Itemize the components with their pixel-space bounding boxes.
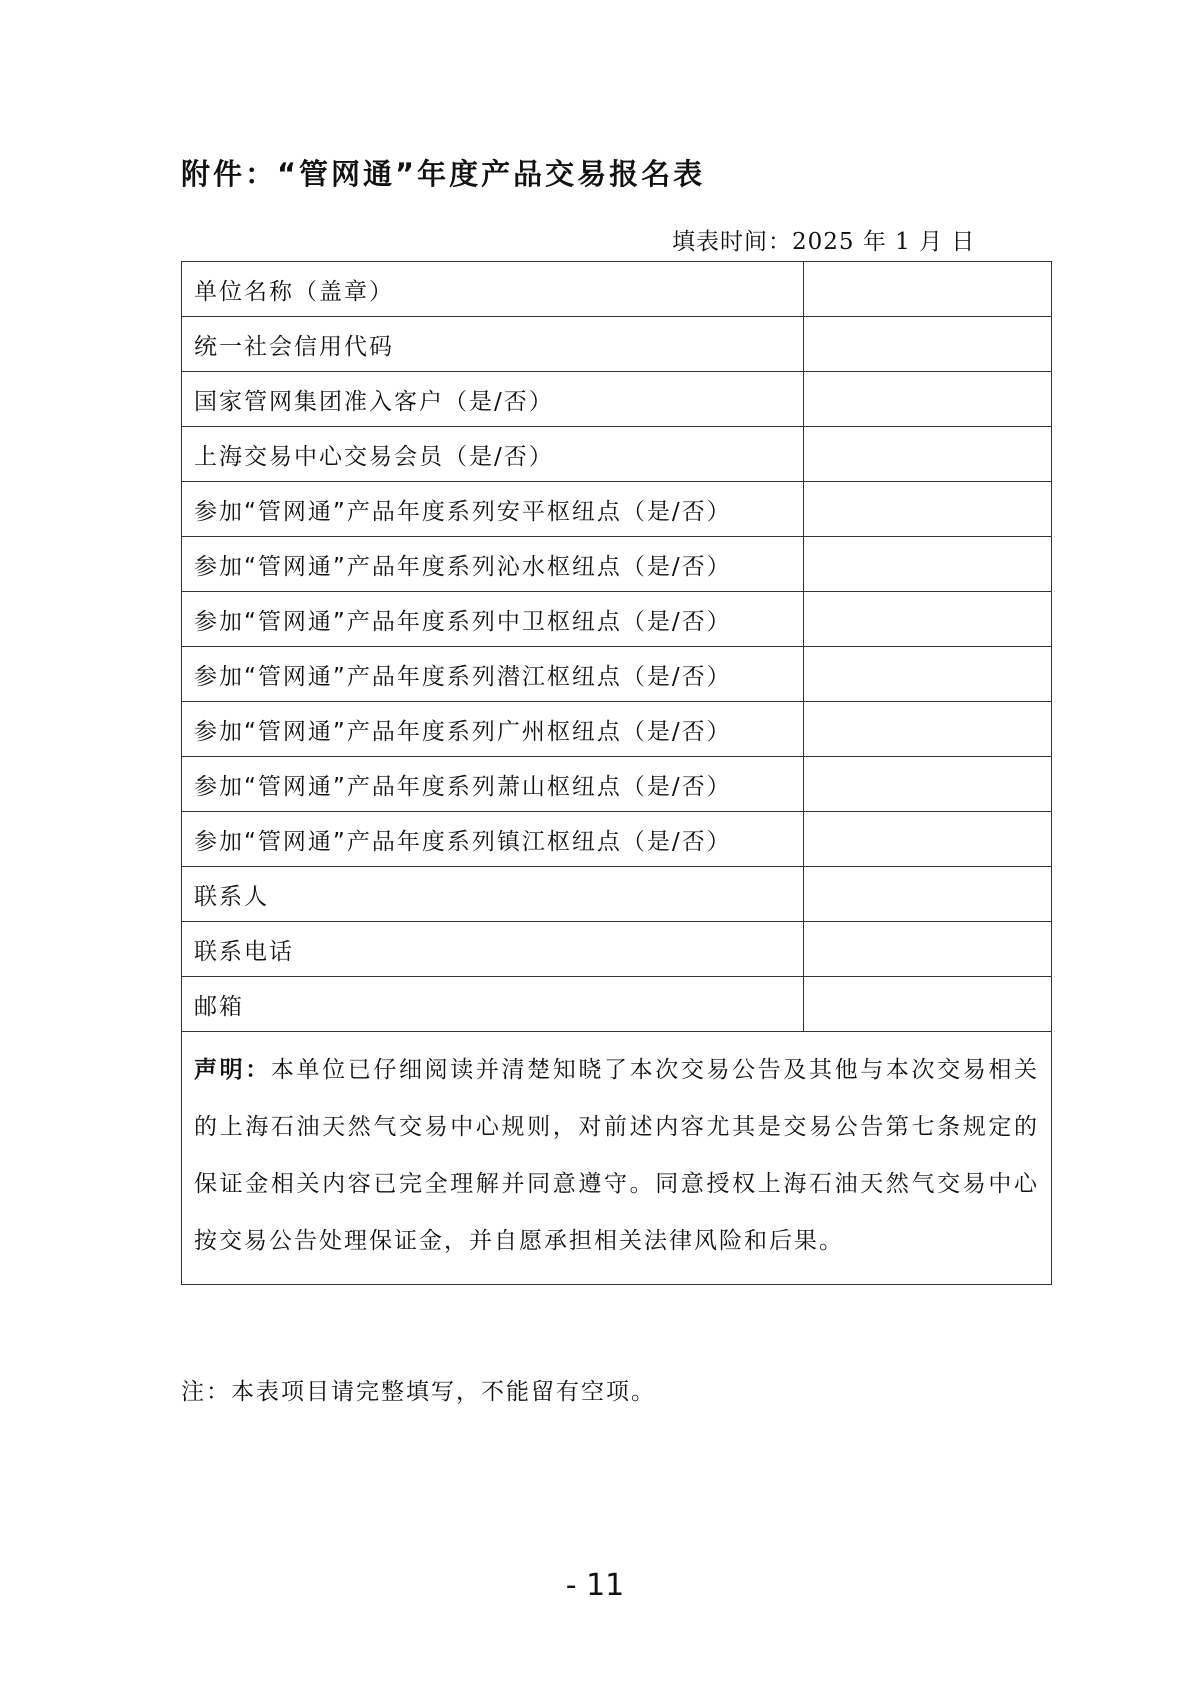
field-value[interactable] (804, 262, 1052, 317)
field-label: 联系人 (182, 867, 804, 922)
table-row (182, 262, 1052, 317)
page-title: 附件：“管网通”年度产品交易报名表 (181, 157, 706, 191)
page-number: - 11 (565, 1568, 625, 1603)
table-row (182, 592, 1052, 647)
field-value[interactable] (804, 757, 1052, 812)
field-label: 参加“管网通”产品年度系列沁水枢纽点（是/否） (182, 537, 804, 592)
declaration-label: 声明： (194, 1057, 271, 1083)
table-row (182, 922, 1052, 977)
field-value[interactable] (804, 977, 1052, 1032)
fill-time: 填表时间：2025 年 1 月 日 (672, 229, 976, 255)
table-row (182, 812, 1052, 867)
field-label: 单位名称（盖章） (182, 262, 804, 317)
field-label: 参加“管网通”产品年度系列潜江枢纽点（是/否） (182, 647, 804, 702)
field-value[interactable] (804, 482, 1052, 537)
field-label: 邮箱 (182, 977, 804, 1032)
field-value[interactable] (804, 647, 1052, 702)
table-row (182, 537, 1052, 592)
field-label: 上海交易中心交易会员（是/否） (182, 427, 804, 482)
field-value[interactable] (804, 537, 1052, 592)
table-row (182, 317, 1052, 372)
registration-form-table (181, 261, 1052, 1285)
field-value[interactable] (804, 867, 1052, 922)
field-label: 参加“管网通”产品年度系列中卫枢纽点（是/否） (182, 592, 804, 647)
table-row (182, 977, 1052, 1032)
field-value[interactable] (804, 702, 1052, 757)
field-value[interactable] (804, 812, 1052, 867)
table-row (182, 482, 1052, 537)
field-label: 统一社会信用代码 (182, 317, 804, 372)
field-value[interactable] (804, 427, 1052, 482)
field-value[interactable] (804, 922, 1052, 977)
field-label: 参加“管网通”产品年度系列镇江枢纽点（是/否） (182, 812, 804, 867)
field-label: 参加“管网通”产品年度系列安平枢纽点（是/否） (182, 482, 804, 537)
field-label: 参加“管网通”产品年度系列萧山枢纽点（是/否） (182, 757, 804, 812)
table-row (182, 702, 1052, 757)
table-row (182, 372, 1052, 427)
declaration-row (182, 1032, 1052, 1285)
table-row (182, 427, 1052, 482)
footnote: 注：本表项目请完整填写，不能留有空项。 (181, 1379, 656, 1405)
field-label: 国家管网集团准入客户（是/否） (182, 372, 804, 427)
table-row (182, 867, 1052, 922)
table-row (182, 757, 1052, 812)
field-value[interactable] (804, 317, 1052, 372)
declaration-text: 本单位已仔细阅读并清楚知晓了本次交易公告及其他与本次交易相关的上海石油天然气交易中心规则，对前述内容尤其是交易公告第七条规定的保证金相关内容已完全理解并同意遵守。同意授权上海石油天然气交易中心按交易公告处理保证金，并自愿承担相关法律风险和后果。 (194, 1057, 1039, 1254)
field-value[interactable] (804, 372, 1052, 427)
field-value[interactable] (804, 592, 1052, 647)
declaration-cell (182, 1032, 1052, 1285)
table-row (182, 647, 1052, 702)
field-label: 参加“管网通”产品年度系列广州枢纽点（是/否） (182, 702, 804, 757)
field-label: 联系电话 (182, 922, 804, 977)
